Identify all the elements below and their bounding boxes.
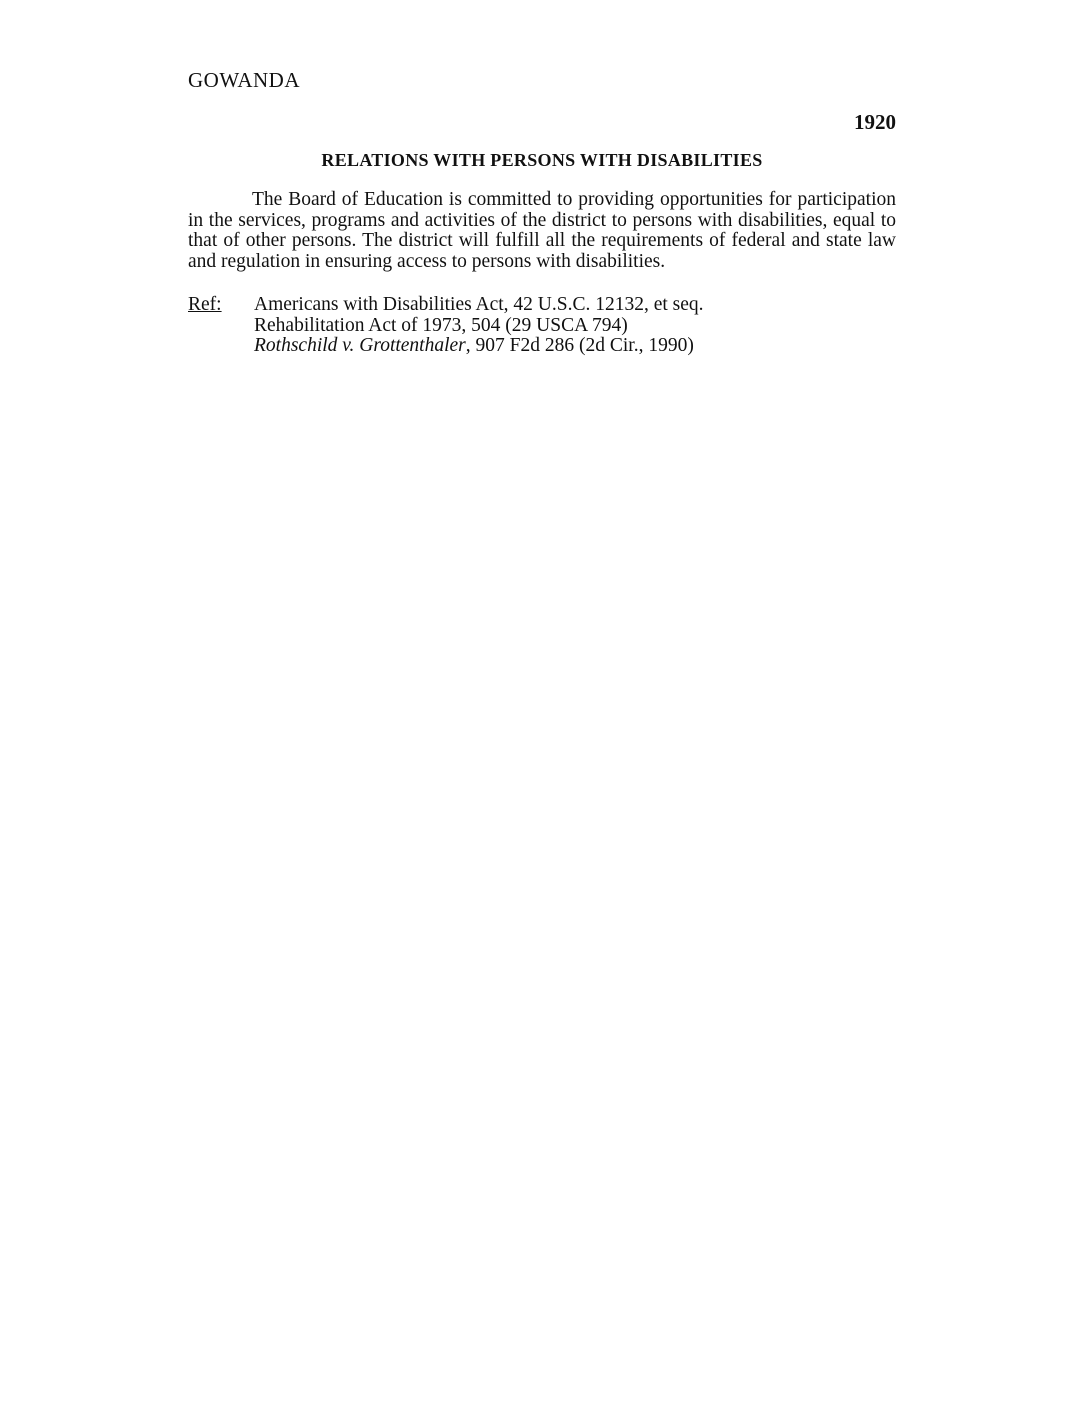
policy-number: 1920	[854, 110, 896, 134]
case-name: Rothschild v. Grottenthaler	[254, 335, 466, 356]
case-citation: , 907 F2d 286 (2d Cir., 1990)	[465, 335, 694, 356]
reference-item-case	[254, 336, 704, 357]
reference-item-ada: Americans with Disabilities Act, 42 U.S.C. 12132, et seq.	[254, 294, 704, 315]
policy-title: RELATIONS WITH PERSONS WITH DISABILITIES	[321, 150, 763, 170]
district-name: GOWANDA	[188, 68, 300, 92]
references-label: Ref:	[188, 294, 222, 315]
policy-body-paragraph: The Board of Education is committed to providing opportunities for participation in the services, programs and activities of the district to persons with disabilities, equal to that of other persons. The district will fulfill all the requirements of federal and state law and regulation in ensuring access to persons with disabilities.	[188, 189, 896, 272]
reference-item-rehabilitation-act: Rehabilitation Act of 1973, 504 (29 USCA 794)	[254, 314, 628, 336]
references-list	[254, 295, 704, 357]
